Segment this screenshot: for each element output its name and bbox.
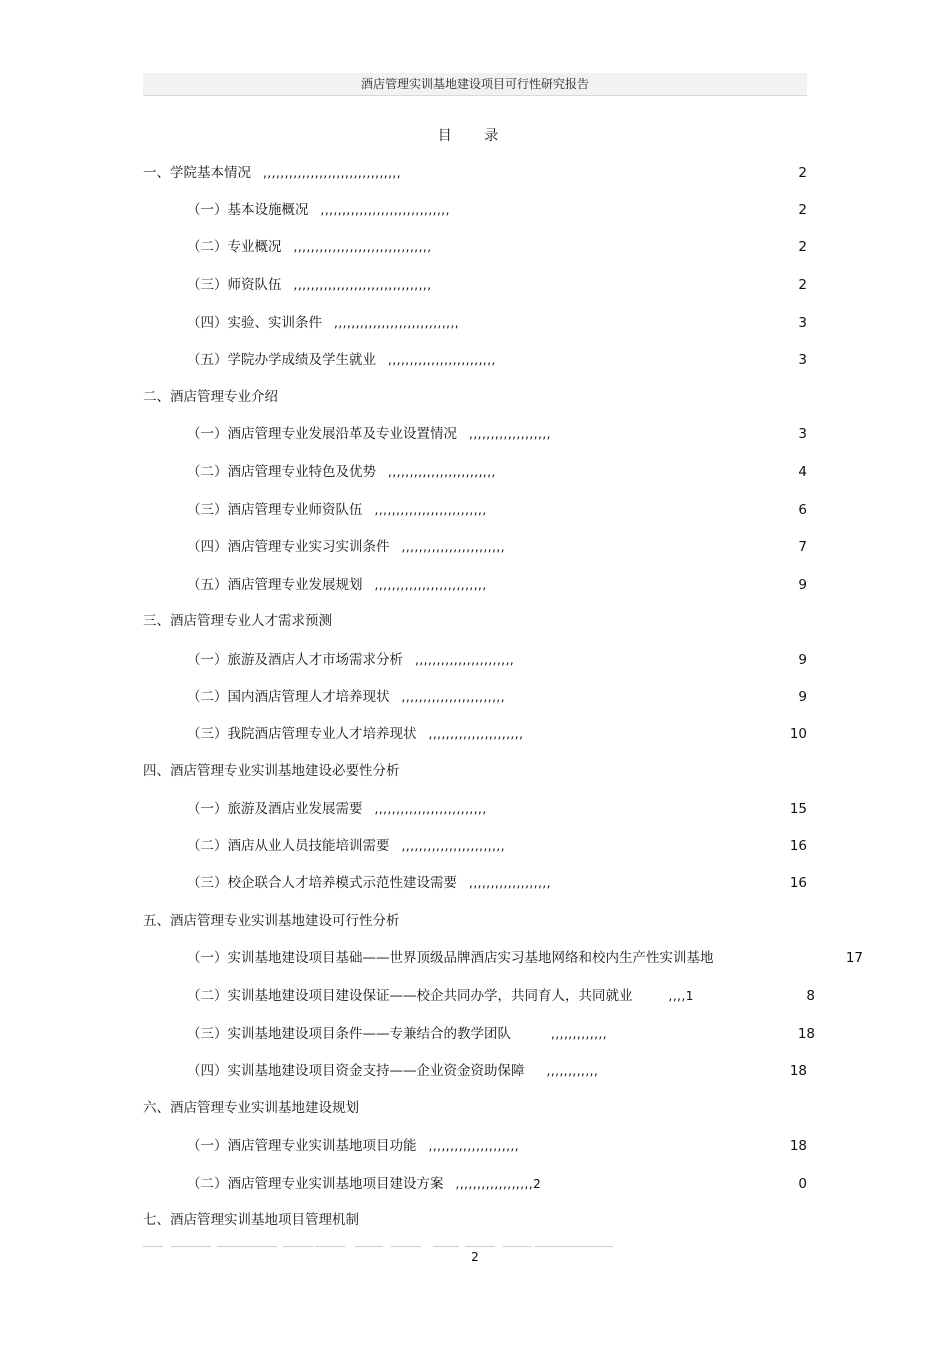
toc-section[interactable] [187,537,505,557]
toc-section[interactable] [187,836,505,856]
toc-chapter[interactable] [143,761,400,781]
toc-section[interactable] [187,799,487,819]
toc-section[interactable] [187,575,487,595]
toc-leader-dots: ,,,,,,,,,,,,,,,,,,,,,,,,,,,,,,,, [293,240,432,254]
toc-leader-dots: ,,,,,,,,,,,,,,,,,,,,,,,,,,,,,, [320,203,450,217]
toc-entry-title: 六、酒店管理专业实训基地建设规划 [143,1100,359,1116]
toc-page-number: 18 [789,1138,807,1154]
toc-section[interactable] [187,1061,598,1081]
toc-leader-dots: ,,,,,,,,,,,,,,,,,,,,,,,,, [388,353,496,367]
toc-leader-dots: ,,,,,,,,,,,,,,,,,,,,,,,,,, [374,503,487,517]
toc-leader-dots: ,,,,,,,,,,,,,,,,,,,,,,,,,, [374,578,487,592]
toc-leader-dots: ,,,,,,,,,,,,,,,,,,,,,,, [415,653,515,667]
toc-section[interactable] [187,237,432,257]
toc-leader-dots: ,,,,,,,,,,,,,,,,,,,,,,,, [401,690,506,704]
toc-chapter[interactable] [143,1098,359,1118]
toc-entry-title: （二）酒店管理专业特色及优势 [187,464,376,480]
toc-leader-dots: ,,,,,,,,,,,,,,,,,,, [469,427,551,441]
toc-chapter[interactable] [143,1210,359,1230]
toc-page-number: 4 [798,464,807,480]
toc-section[interactable] [187,1024,607,1044]
toc-leader-dots: ,,,,,,,,,,,,,,,,,,,,, [428,1139,520,1153]
toc-entry-title: （四）实验、实训条件 [187,315,322,331]
toc-leader-dots: ,,,,,,,,,,,,,,,,,,,,,, [428,727,524,741]
toc-leader-dots: ,,,,,,,,,,,,,,,,,,,,,,,,,,,,, [334,316,460,330]
toc-entry-title: （二）专业概况 [187,239,282,255]
toc-page-number: 2 [798,277,807,293]
toc-leader-dots: ,,,,,,,,,,,,,,,,,,,,,,,,, [388,465,496,479]
toc-entry-title: （一）酒店管理专业实训基地项目功能 [187,1138,417,1154]
toc-page-number: 18 [789,1063,807,1079]
toc-entry-title: （五）酒店管理专业发展规划 [187,577,363,593]
toc-page-number: 2 [798,202,807,218]
toc-entry-title: （二）酒店管理专业实训基地项目建设方案 [187,1176,444,1192]
toc-section[interactable] [187,650,514,670]
toc-page-number: 6 [798,502,807,518]
toc-entry-title: 五、酒店管理专业实训基地建设可行性分析 [143,913,400,929]
toc-page-number: 9 [798,652,807,668]
toc-page-number: 15 [789,801,807,817]
toc-section[interactable] [187,424,551,444]
toc-entry-title: 七、酒店管理实训基地项目管理机制 [143,1212,359,1228]
toc-entry-title: （三）酒店管理专业师资队伍 [187,502,363,518]
toc-entry-title: （四）实训基地建设项目资金支持——企业资金资助保障 [187,1063,525,1079]
toc-leader-dots: ,,,,,,,,,,,,,,,,,,, [469,876,551,890]
toc-entry-title: （五）学院办学成绩及学生就业 [187,352,376,368]
toc-page-number: 0 [798,1176,807,1192]
toc-entry-title: （三）我院酒店管理专业人才培养现状 [187,726,417,742]
toc-entry-title: （二）酒店从业人员技能培训需要 [187,838,390,854]
toc-leader-dots: ,,,,,,,,,,,,,,,,,,,,,,,,,,,,,,,, [263,166,402,180]
page-number: 2 [471,1250,479,1264]
toc-page-number: 9 [798,577,807,593]
toc-entry-title: （一）旅游及酒店人才市场需求分析 [187,652,403,668]
toc-entry-title: 四、酒店管理专业实训基地建设必要性分析 [143,763,400,779]
toc-chapter[interactable] [143,387,278,407]
toc-title: 目 录 [437,128,513,144]
toc-entry-title: 一、学院基本情况 [143,165,251,181]
toc-page-number: 17 [845,950,863,966]
toc-page-number: 9 [798,689,807,705]
toc-leader-dots: ,,,,,,,,,,,, [546,1064,599,1078]
toc-page-number: 8 [806,988,815,1004]
toc-entry-title: （一）实训基地建设项目基础——世界顶级品牌酒店实习基地网络和校内生产性实训基地 [187,950,714,966]
toc-section[interactable] [187,275,432,295]
toc-page-number: 18 [797,1026,815,1042]
toc-page-number: 2 [798,239,807,255]
toc-section[interactable] [187,948,714,968]
toc-leader-dots: ,,,,,,,,,,,,, [551,1027,608,1041]
toc-section[interactable] [187,724,523,744]
toc-section[interactable] [187,350,496,370]
toc-chapter[interactable] [143,611,332,631]
toc-entry-title: （二）国内酒店管理人才培养现状 [187,689,390,705]
toc-entry-title: 二、酒店管理专业介绍 [143,389,278,405]
toc-page-number: 3 [798,426,807,442]
toc-entry-title: （一）基本设施概况 [187,202,309,218]
toc-section[interactable] [187,1136,519,1156]
toc-chapter[interactable] [143,163,401,183]
toc-entry-title: （三）实训基地建设项目条件——专兼结合的教学团队 [187,1026,511,1042]
toc-entry-title: （三）校企联合人才培养模式示范性建设需要 [187,875,457,891]
toc-section[interactable] [187,462,496,482]
toc-leader-dots: ,,,,,,,,,,,,,,,,,,,,,,,, [401,839,506,853]
toc-page-number: 16 [789,875,807,891]
toc-page-number: 2 [798,165,807,181]
toc-entry-title: （一）旅游及酒店业发展需要 [187,801,363,817]
toc-entry-title: 三、酒店管理专业人才需求预测 [143,613,332,629]
toc-page-number: 16 [789,838,807,854]
toc-leader-dots: ,,,,,,,,,,,,,,,,,,2 [455,1177,542,1191]
toc-leader-dots: ,,,,,,,,,,,,,,,,,,,,,,,,,,,,,,,, [293,278,432,292]
toc-leader-dots: ,,,,,,,,,,,,,,,,,,,,,,,, [401,540,506,554]
toc-section[interactable] [187,200,450,220]
toc-entry-title: （一）酒店管理专业发展沿革及专业设置情况 [187,426,457,442]
toc-section[interactable] [187,1174,541,1194]
toc-section[interactable] [187,687,505,707]
footer-rule [143,1246,613,1248]
toc-page-number: 3 [798,352,807,368]
toc-leader-dots: ,,,,,,,,,,,,,,,,,,,,,,,,,, [374,802,487,816]
toc-leader-dots: ,,,,1 [668,989,694,1003]
toc-entry-title: （二）实训基地建设项目建设保证——校企共同办学，共同育人，共同就业 [187,988,633,1004]
toc-section[interactable] [187,500,487,520]
toc-entry-title: （四）酒店管理专业实习实训条件 [187,539,390,555]
toc-page-number: 3 [798,315,807,331]
toc-page-number: 7 [798,539,807,555]
toc-page-number: 10 [789,726,807,742]
running-header: 酒店管理实训基地建设项目可行性研究报告 [143,73,807,96]
toc-chapter[interactable] [143,911,400,931]
toc-section[interactable] [187,986,694,1006]
toc-section[interactable] [187,873,551,893]
toc-entry-title: （三）师资队伍 [187,277,282,293]
toc-section[interactable] [187,313,459,333]
